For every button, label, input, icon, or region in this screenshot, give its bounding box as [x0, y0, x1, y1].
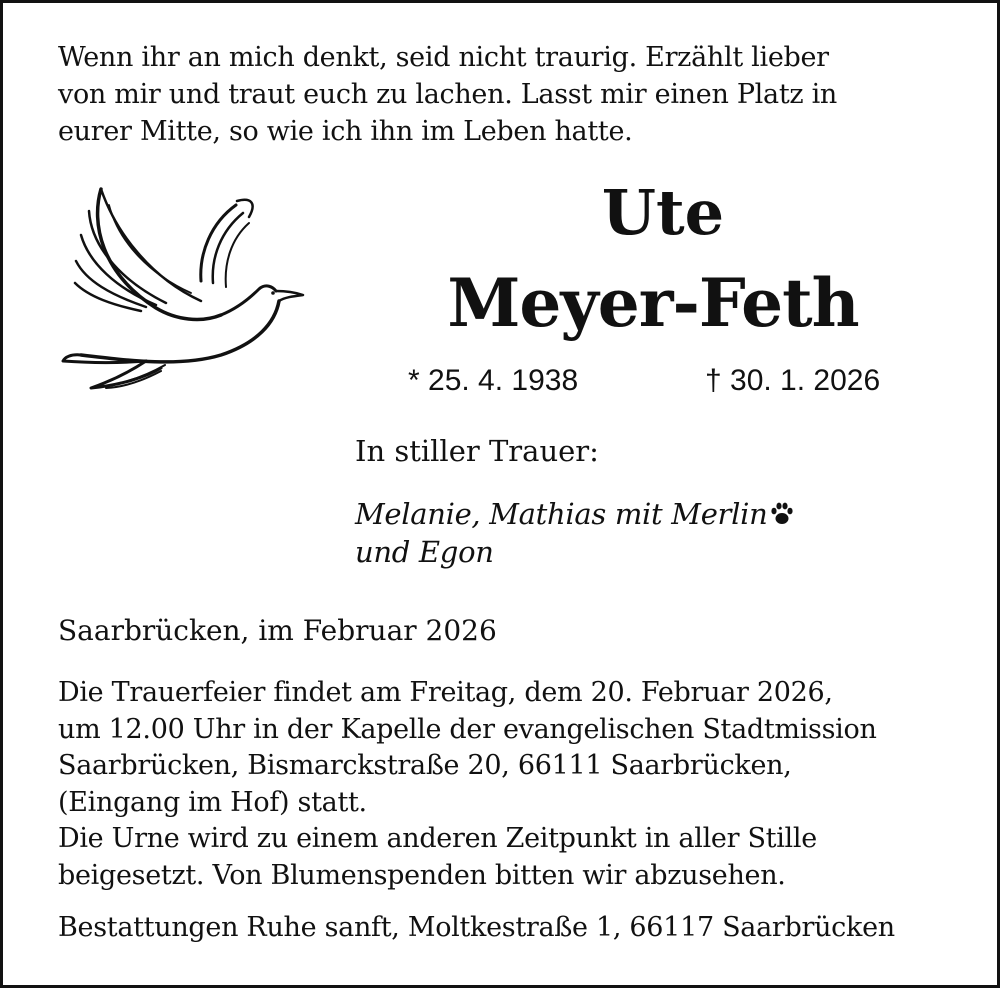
ceremony-line: Die Urne wird zu einem anderen Zeitpunkt in aller Stille — [58, 823, 817, 854]
mourners-list — [355, 495, 795, 571]
ceremony-line: Saarbrücken, Bismarckstraße 20, 66111 Saarbrücken, — [58, 750, 792, 781]
mourners-line: und Egon — [355, 535, 494, 569]
death-date: † 30. 1. 2026 — [705, 364, 881, 397]
quote-line: von mir und traut euch zu lachen. Lasst mir einen Platz in — [58, 79, 837, 110]
mourners-names: Melanie, Mathias mit Merlin — [355, 497, 768, 531]
ceremony-line: um 12.00 Uhr in der Kapelle der evangelischen Stadtmission — [58, 713, 877, 745]
memorial-quote — [58, 39, 958, 150]
paw-print-icon — [769, 501, 795, 527]
deceased-last-name: Meyer-Feth — [447, 264, 859, 342]
dove-icon — [61, 183, 311, 398]
deceased-first-name: Ute — [601, 176, 725, 249]
mourning-heading: In stiller Trauer: — [355, 434, 599, 468]
quote-line: eurer Mitte, so wie ich ihn im Leben hatte. — [58, 116, 633, 147]
place-and-date: Saarbrücken, im Februar 2026 — [58, 614, 497, 647]
quote-line: Wenn ihr an mich denkt, seid nicht traurig. Erzählt lieber — [58, 42, 829, 73]
mourners-line — [355, 495, 795, 533]
ceremony-line: beigesetzt. Von Blumenspenden bitten wir abzusehen. — [58, 859, 786, 891]
funeral-home: Bestattungen Ruhe sanft, Moltkestraße 1, 66117 Saarbrücken — [58, 912, 895, 943]
ceremony-info — [58, 675, 958, 894]
birth-date: * 25. 4. 1938 — [408, 364, 579, 397]
ceremony-line: Die Trauerfeier findet am Freitag, dem 20. Februar 2026, — [58, 677, 833, 708]
ceremony-line: (Eingang im Hof) statt. — [58, 786, 367, 818]
